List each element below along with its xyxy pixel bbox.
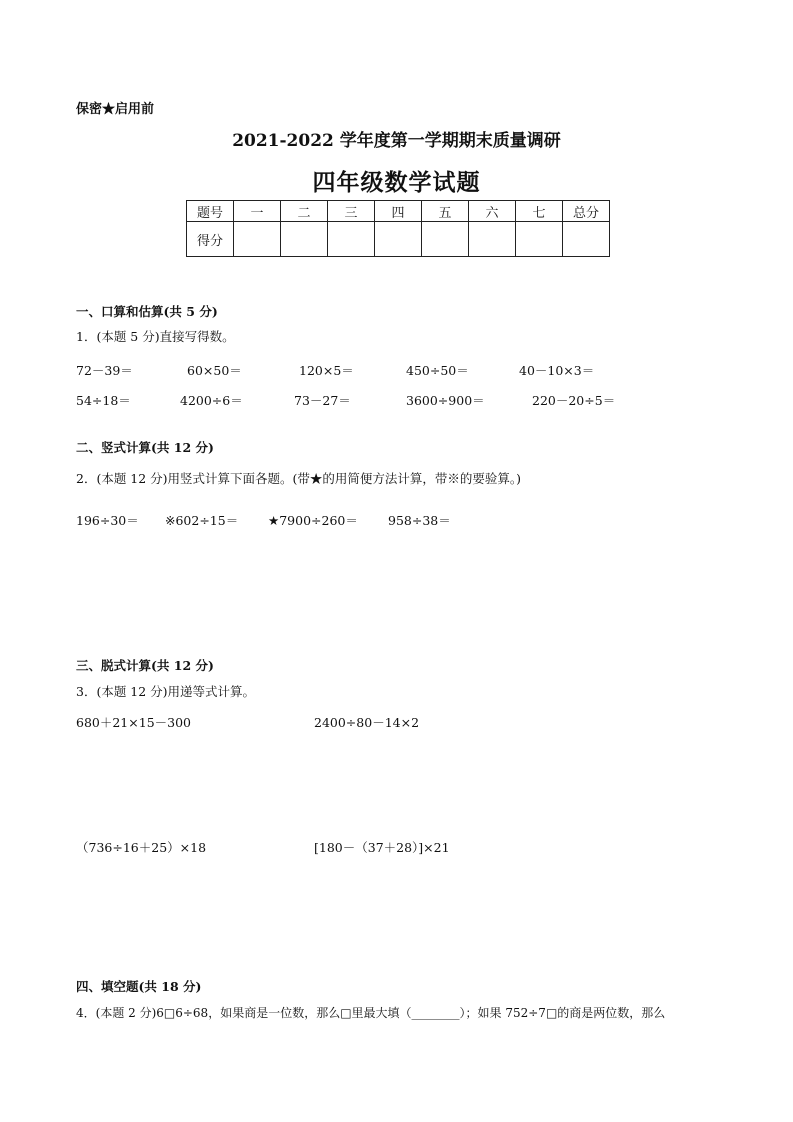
score-table-score-row xyxy=(187,222,610,257)
oral-calc-item: 60×50＝ xyxy=(187,363,242,378)
exam-period-title: 2021-2022 学年度第一学期期末质量调研 xyxy=(232,131,561,151)
score-table-header-cell: 一 xyxy=(234,201,281,222)
step-calc-item: 2400÷80－14×2 xyxy=(314,715,420,730)
step-calc-item: 680＋21×15－300 xyxy=(76,715,192,730)
section4-heading: 四、填空题(共 18 分) xyxy=(76,979,202,994)
score-cell[interactable] xyxy=(516,222,563,257)
vertical-calc-item: ★7900÷260＝ xyxy=(268,513,358,528)
question4-prompt: 4．(本题 2 分)6□6÷68，如果商是一位数，那么□里最大填（________）；如果 752÷7□的商是两位数，那么 xyxy=(76,1006,666,1020)
score-table-header-cell: 三 xyxy=(328,201,375,222)
step-calc-item: [180－（37＋28）]×21 xyxy=(314,840,450,855)
vertical-calc-item: ※602÷15＝ xyxy=(165,513,239,528)
score-table-header-cell: 总分 xyxy=(563,201,610,222)
oral-calc-item: 72－39＝ xyxy=(76,363,133,378)
confidential-label: 保密★启用前 xyxy=(76,102,155,117)
score-cell[interactable] xyxy=(422,222,469,257)
question1-prompt: 1．(本题 5 分)直接写得数。 xyxy=(76,329,235,344)
score-cell[interactable] xyxy=(469,222,516,257)
step-calc-item: （736÷16＋25）×18 xyxy=(76,840,207,855)
score-table-header-cell: 五 xyxy=(422,201,469,222)
oral-calc-item: 54÷18＝ xyxy=(76,393,131,408)
score-cell[interactable] xyxy=(563,222,610,257)
question3-prompt: 3．(本题 12 分)用递等式计算。 xyxy=(76,684,256,699)
score-cell[interactable] xyxy=(328,222,375,257)
oral-calc-item: 220－20÷5＝ xyxy=(532,393,616,408)
score-table xyxy=(186,200,610,257)
oral-calc-item: 4200÷6＝ xyxy=(180,393,243,408)
score-cell[interactable] xyxy=(234,222,281,257)
score-table-header-cell: 六 xyxy=(469,201,516,222)
question2-prompt: 2．(本题 12 分)用竖式计算下面各题。(带★的用简便方法计算，带※的要验算。) xyxy=(76,471,522,486)
exam-title: 四年级数学试题 xyxy=(312,169,481,196)
vertical-calc-item: 958÷38＝ xyxy=(388,513,451,528)
vertical-calc-item: 196÷30＝ xyxy=(76,513,139,528)
score-row-label: 得分 xyxy=(187,222,234,257)
oral-calc-item: 120×5＝ xyxy=(299,363,354,378)
score-cell[interactable] xyxy=(375,222,422,257)
score-cell[interactable] xyxy=(281,222,328,257)
oral-calc-item: 73－27＝ xyxy=(294,393,351,408)
oral-calc-item: 40－10×3＝ xyxy=(519,363,595,378)
oral-calc-item: 3600÷900＝ xyxy=(406,393,485,408)
score-table-header-cell: 四 xyxy=(375,201,422,222)
oral-calc-item: 450÷50＝ xyxy=(406,363,469,378)
section3-heading: 三、脱式计算(共 12 分) xyxy=(76,658,214,673)
section1-heading: 一、口算和估算(共 5 分) xyxy=(76,304,218,319)
score-table-header-cell: 题号 xyxy=(187,201,234,222)
score-table-header-row xyxy=(187,201,610,222)
score-table-header-cell: 二 xyxy=(281,201,328,222)
section2-heading: 二、竖式计算(共 12 分) xyxy=(76,440,214,455)
score-table-header-cell: 七 xyxy=(516,201,563,222)
